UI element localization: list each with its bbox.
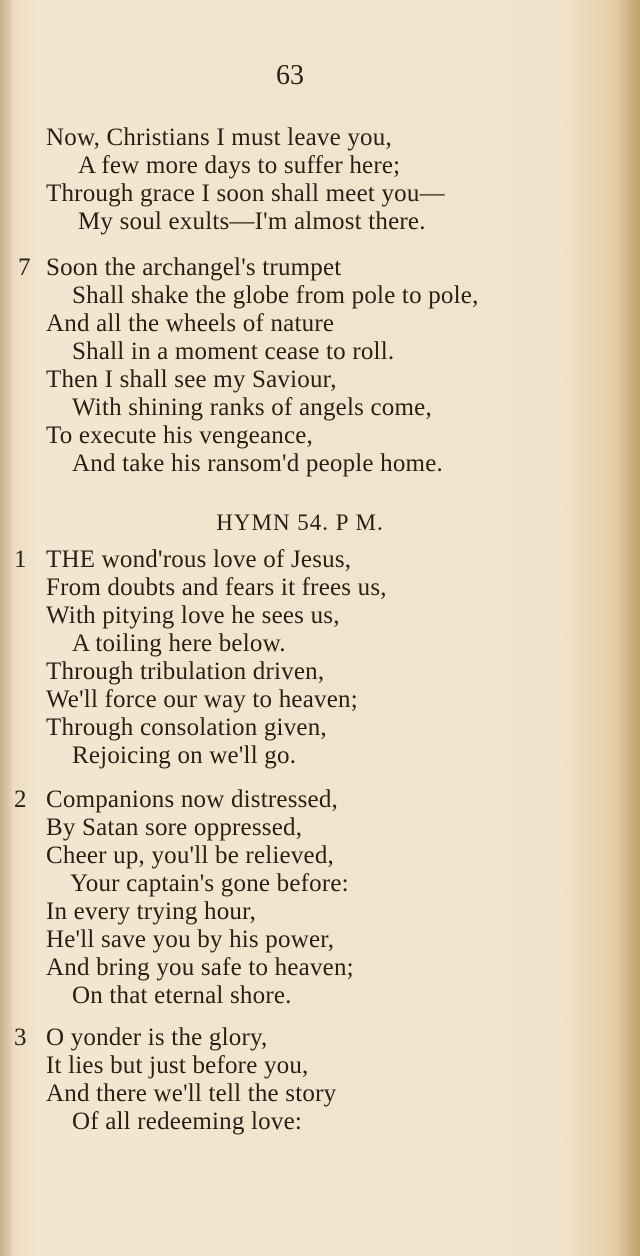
stanza-line: And all the wheels of nature	[46, 310, 335, 337]
page-gutter	[0, 0, 12, 1256]
hymn-title: HYMN 54. P M.	[216, 510, 384, 535]
stanza-line: With pitying love he sees us,	[46, 602, 340, 629]
stanza-line: To execute his vengeance,	[46, 422, 314, 449]
stanza-line: My soul exults—I'm almost there.	[78, 208, 426, 235]
stanza-line: He'll save you by his power,	[46, 926, 335, 953]
verse-number: 1	[14, 546, 27, 573]
stanza-line: Cheer up, you'll be relieved,	[46, 842, 334, 869]
stanza-line: And bring you safe to heaven;	[46, 954, 354, 981]
stanza-line: Through grace I soon shall meet you—	[46, 180, 445, 207]
verse-number: 3	[14, 1024, 27, 1051]
stanza-line: Soon the archangel's trumpet	[46, 254, 342, 281]
page-number: 63	[276, 60, 304, 91]
stanza-line: Through tribulation driven,	[46, 658, 325, 685]
stanza-line: Companions now distressed,	[46, 786, 338, 813]
stanza-line: Now, Christians I must leave you,	[46, 124, 392, 151]
stanza-line: Through consolation given,	[46, 714, 327, 741]
verse-number: 7	[18, 254, 31, 281]
stanza-line: A toiling here below.	[72, 630, 286, 657]
stanza-line: We'll force our way to heaven;	[46, 686, 358, 713]
stanza-line: And there we'll tell the story	[46, 1080, 337, 1107]
stanza-line: Rejoicing on we'll go.	[72, 742, 297, 769]
stanza-line: Shall shake the globe from pole to pole,	[72, 282, 479, 309]
stanza-line: With shining ranks of angels come,	[72, 394, 432, 421]
stanza-line: From doubts and fears it frees us,	[46, 574, 387, 601]
stanza-line: By Satan sore oppressed,	[46, 814, 303, 841]
stanza-line: Shall in a moment cease to roll.	[72, 338, 395, 365]
stanza-line: And take his ransom'd people home.	[72, 450, 443, 477]
verse-number: 2	[14, 786, 27, 813]
stanza-line: On that eternal shore.	[72, 982, 292, 1009]
stanza-line: A few more days to suffer here;	[78, 152, 401, 179]
page-edge	[618, 0, 640, 1256]
stanza-line: Your captain's gone before:	[70, 870, 349, 897]
stanza-line: In every trying hour,	[46, 898, 257, 925]
stanza-line: Of all redeeming love:	[72, 1108, 303, 1135]
stanza-line: O yonder is the glory,	[46, 1024, 268, 1051]
stanza-line: Then I shall see my Saviour,	[46, 366, 337, 393]
stanza-line: It lies but just before you,	[46, 1052, 309, 1079]
stanza-line: THE wond'rous love of Jesus,	[46, 546, 352, 573]
